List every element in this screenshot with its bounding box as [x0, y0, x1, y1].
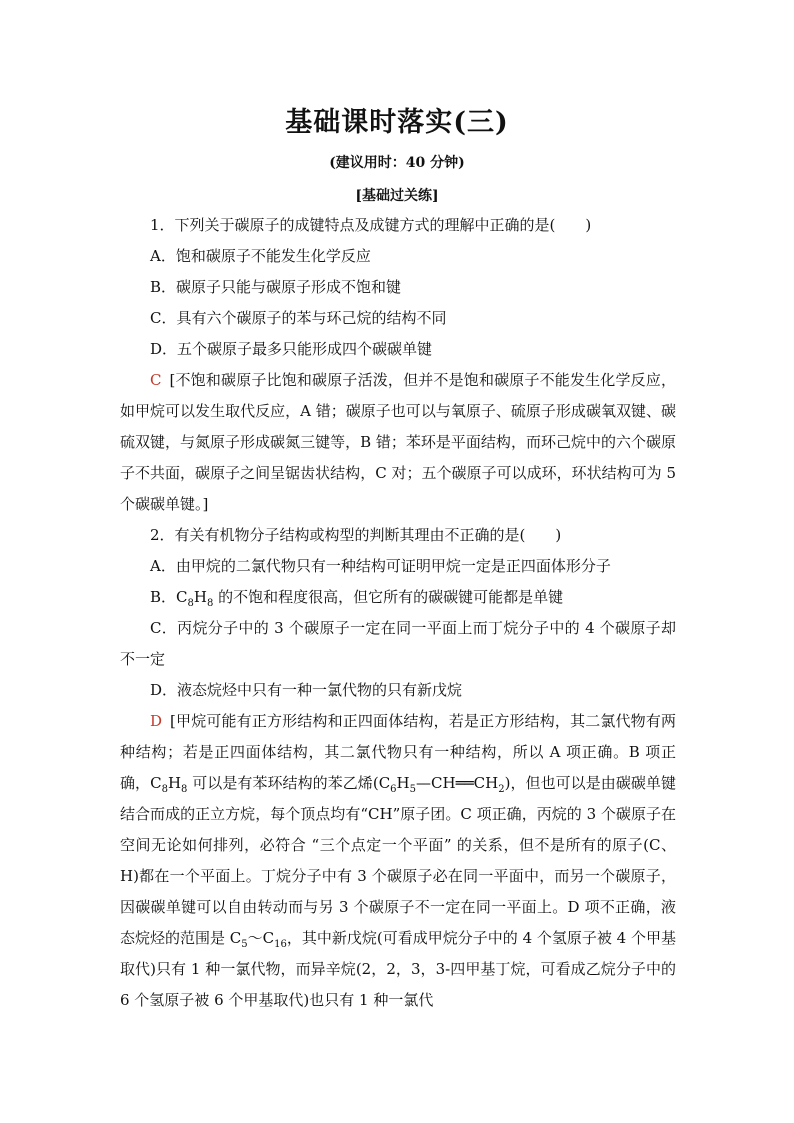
q2-answer-block: D [甲烷可能有正方形结构和正四面体结构，若是正方形结构，其二氯代物有两种结构；若是正四面体结构，其二氯代物只有一种结构，所以 A 项正确。B 项正确，$C_8H_8$ 可以是有苯环结构的苯乙烯$(C_6H_5—CH══CH_2)$，但也可以是由碳碳单键结合而成的正立方烷，每个顶点均有“CH”原子团。C 项正确，丙烷的 3 个碳原子在空间无论如何排列，必符合 “三个点定一个平面” 的关系，但不是所有的原子(C、H)都在一个平面上。丁烷分子中有 3 个碳原子必在同一平面中，而另一个碳原子，因碳碳单键可以自由转动而与另 3 个碳原子不一定在同一平面上。D 项不正确，液态烷烃的范围是 $C_5\sim C_{16}$，其中新戊烷(可看成甲烷分子中的 4 个氢原子被 4 个甲基取代)只有 1 种一氯代物，而异辛烷(2，2，3，3-四甲基丁烷，可看成乙烷分子中的 6 个氢原子被 6 个甲基取代)也只有 1 种一氯代 [120, 712, 677, 1009]
q2-stem: 2．有关有机物分子结构或构型的判断其理由不正确的是( ) [150, 526, 562, 544]
q1-option-b: B．碳原子只能与碳原子形成不饱和键 [150, 278, 402, 296]
q1-answer: C [150, 371, 162, 389]
q2-option-a: A．由甲烷的二氯代物只有一种结构可证明甲烷一定是正四面体形分子 [150, 557, 611, 575]
content-body [120, 210, 676, 1016]
q1-explanation: [不饱和碳原子比饱和碳原子活泼，但并不是饱和碳原子不能发生化学反应，如甲烷可以发生取代反应，A 错；碳原子也可以与氧原子、硫原子形成碳氧双键、碳硫双键，与氮原子形成碳氮三键等，B 错；苯环是平面结构，而环己烷中的六个碳原子不共面，碳原子之间呈锯齿状结构，C 对；五个碳原子可以成环，环状结构可为 5 个碳碳单键。] [120, 371, 676, 513]
page-title: 基础课时落实(三) [285, 107, 509, 138]
q1-option-a: A．饱和碳原子不能发生化学反应 [150, 247, 371, 265]
q2-option-b: B．$C_8H_8$ 的不饱和程度很高，但它所有的碳碳键可能都是单键 [150, 588, 564, 609]
q1-answer-block [120, 365, 676, 520]
section-label: [基础过关练] [355, 188, 439, 204]
q2-answer: D [150, 712, 163, 730]
time-note: (建议用时：40 分钟) [329, 155, 465, 171]
q1-stem: 1．下列关于碳原子的成键特点及成键方式的理解中正确的是( ) [150, 216, 592, 234]
q1-option-d: D．五个碳原子最多只能形成四个碳碳单键 [150, 340, 433, 358]
q2-option-c: C．丙烷分子中的 3 个碳原子一定在同一平面上而丁烷分子中的 4 个碳原子却不一定 [120, 619, 676, 668]
q2-option-d: D．液态烷烃中只有一种一氯代物的只有新戊烷 [150, 681, 463, 699]
q1-option-c: C．具有六个碳原子的苯与环己烷的结构不同 [150, 309, 447, 327]
